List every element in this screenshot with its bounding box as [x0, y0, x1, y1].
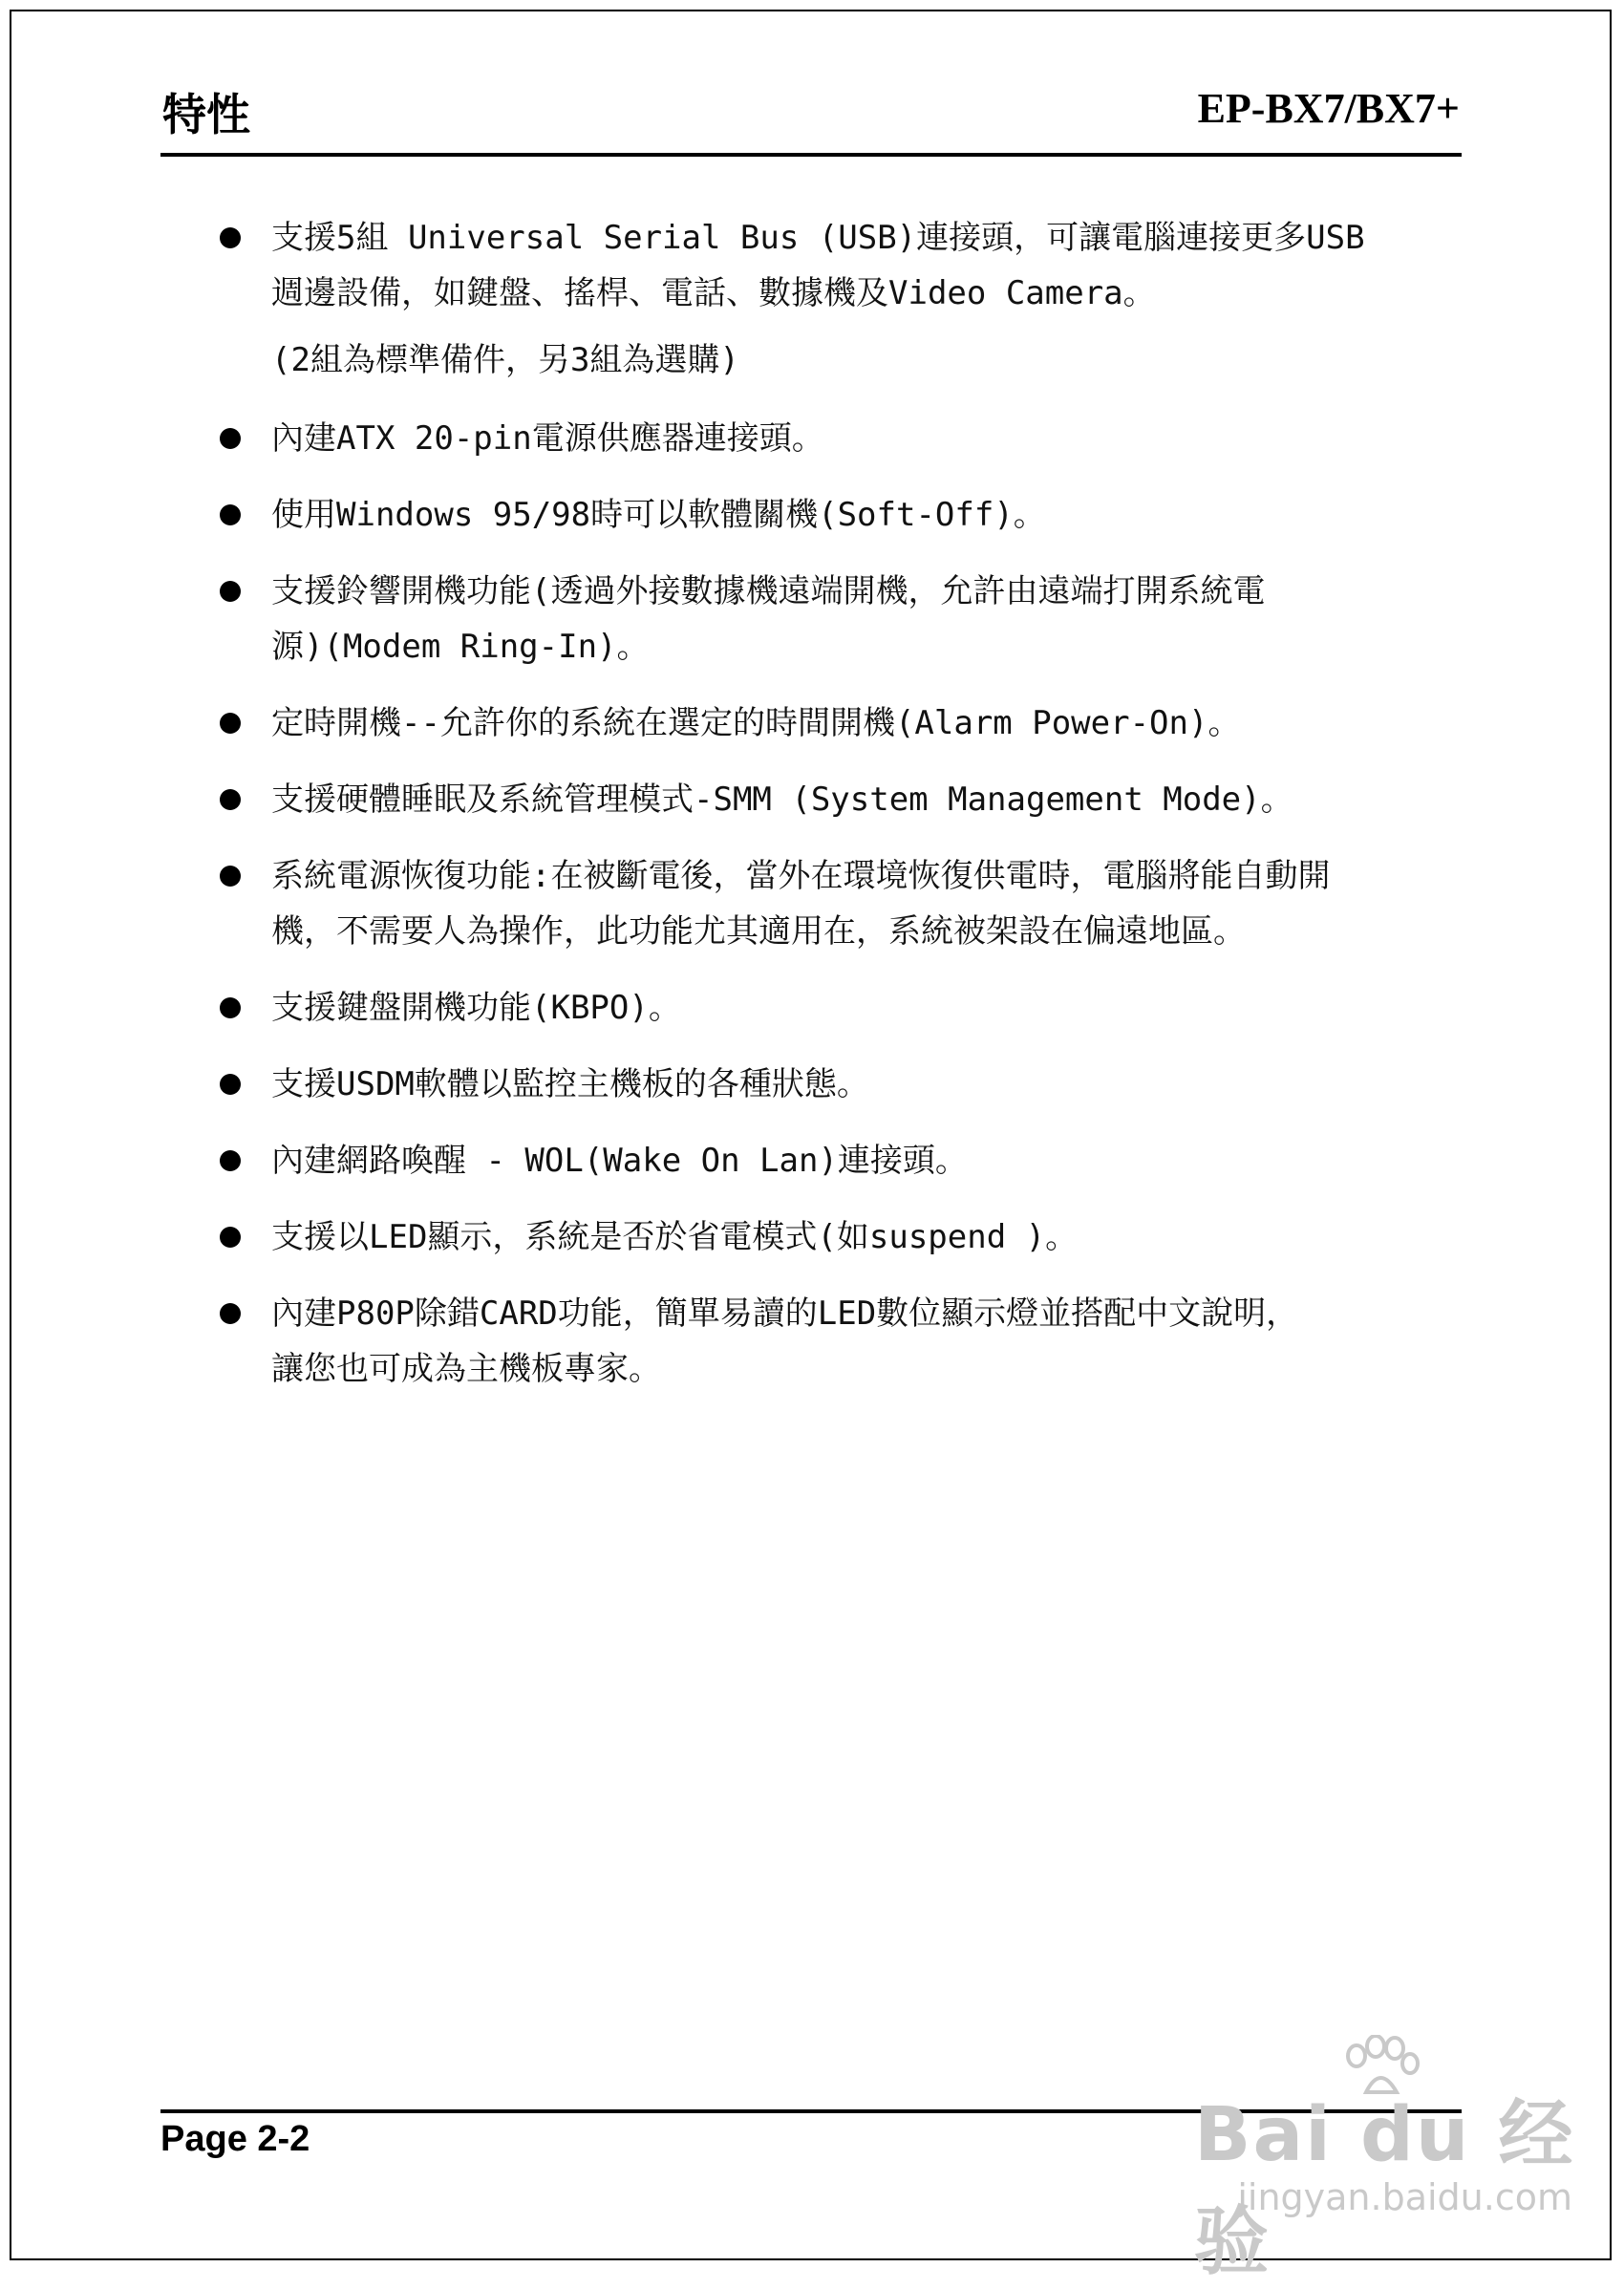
bullet-icon [220, 428, 241, 449]
feature-line: 定時開機--允許你的系統在選定的時間開機(Alarm Power-On)。 [271, 704, 1241, 742]
bullet-icon [220, 1303, 241, 1324]
page-header [160, 80, 1462, 157]
model-title: EP-BX7/BX7+ [1197, 85, 1460, 132]
feature-line: 支援鍵盤開機功能(KBPO)。 [271, 989, 681, 1027]
watermark-url: jingyan.baidu.com [1237, 2176, 1572, 2218]
bullet-icon [220, 997, 241, 1018]
feature-line: 支援USDM軟體以監控主機板的各種狀態。 [271, 1065, 869, 1103]
bullet-icon [220, 581, 241, 602]
bullet-icon [220, 1227, 241, 1248]
bullet-icon [220, 1150, 241, 1171]
feature-list [218, 210, 1479, 1418]
watermark-brand: Bai du 经验 [1194, 2092, 1575, 2285]
feature-item-wol [218, 1133, 1479, 1188]
feature-line: 內建ATX 20-pin電源供應器連接頭。 [271, 419, 824, 458]
feature-item-atx [218, 411, 1479, 466]
feature-item-usdm [218, 1057, 1479, 1112]
feature-line: 內建網路喚醒 - WOL(Wake On Lan)連接頭。 [271, 1142, 968, 1180]
feature-item-alarm [218, 695, 1479, 751]
feature-item-led [218, 1209, 1479, 1265]
feature-item-kbpo [218, 980, 1479, 1036]
feature-line: 支援以LED顯示，系統是否於省電模式(如suspend )。 [271, 1218, 1079, 1256]
bullet-icon [220, 789, 241, 810]
feature-line: 源)(Modem Ring-In)。 [271, 628, 650, 666]
section-title: 特性 [162, 89, 250, 140]
bullet-icon [220, 1074, 241, 1095]
feature-item-p80p [218, 1286, 1479, 1397]
baidu-watermark [1194, 2035, 1576, 2285]
feature-item-smm [218, 772, 1479, 827]
feature-line: 使用Windows 95/98時可以軟體關機(Soft-Off)。 [271, 496, 1046, 534]
bullet-icon [220, 504, 241, 525]
feature-item-soft-off [218, 487, 1479, 543]
feature-item-usb [218, 210, 1479, 321]
feature-line: 內建P80P除錯CARD功能，簡單易讀的LED數位顯示燈並搭配中文說明， [271, 1294, 1299, 1333]
feature-line: 週邊設備，如鍵盤、搖桿、電話、數據機及Video Camera。 [271, 274, 1156, 312]
usb-note: (2組為標準備件，另3組為選購) [271, 341, 739, 379]
bullet-icon [220, 713, 241, 734]
page-number: Page 2-2 [160, 2119, 310, 2159]
feature-line: 支援鈴響開機功能(透過外接數據機遠端開機，允許由遠端打開系統電 [271, 572, 1266, 610]
bullet-icon [220, 866, 241, 887]
feature-line: 支援5組 Universal Serial Bus (USB)連接頭，可讓電腦連接更多USB [271, 219, 1365, 257]
feature-line: 機，不需要人為操作，此功能尤其適用在，系統被架設在偏遠地區。 [271, 912, 1246, 951]
feature-line: 支援硬體睡眠及系統管理模式-SMM (System Management Mode)。 [271, 781, 1293, 819]
feature-line: 系統電源恢復功能:在被斷電後，當外在環境恢復供電時，電腦將能自動開 [271, 857, 1331, 895]
bullet-icon [220, 227, 241, 248]
feature-item-ring-in [218, 564, 1479, 674]
feature-item-power-restore [218, 848, 1479, 959]
feature-line: 讓您也可成為主機板專家。 [271, 1350, 661, 1388]
